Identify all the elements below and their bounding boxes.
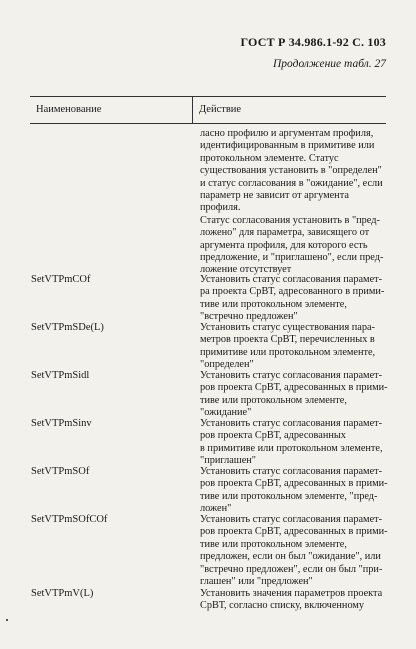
action-line: протокольном элементе. Статус: [200, 152, 339, 164]
row-name: SetVTPmCOf: [31, 274, 91, 285]
action-line: ра проекта СрВТ, адресованного в прими-: [200, 286, 385, 298]
column-header-name: Наименование: [36, 104, 102, 115]
column-header-action: Действие: [199, 104, 242, 115]
action-line: ласно профилю и аргументам профиля,: [200, 128, 374, 139]
action-line: "встречно предложен": [200, 311, 298, 323]
action-line: Установить статус согласования парамет-: [200, 514, 383, 525]
action-line: примитиве или протокольном элементе,: [200, 346, 376, 358]
action-line: Установить статус существования пара-: [200, 322, 375, 333]
action-line: ров проекта СрВТ, адресованных в прими-: [200, 478, 388, 490]
action-line: и статус согласования в "ожидание", если: [200, 177, 383, 189]
action-line: ров проекта СрВТ, адресованных: [200, 430, 346, 442]
action-line: ров проекта СрВТ, адресованных в прими-: [200, 526, 388, 538]
action-line: профиля.: [200, 202, 241, 214]
action-line: Установить статус согласования парамет-: [200, 370, 383, 381]
action-line: "встречно предложен", если он был "при-: [200, 563, 383, 575]
action-line: тиве или протокольном элементе,: [200, 394, 347, 406]
table-continuation-label: Продолжение табл. 27: [273, 58, 386, 70]
action-line: ложено" для параметра, зависящего от: [200, 227, 370, 239]
row-name: SetVTPmV(L): [31, 588, 94, 599]
action-line: Статус согласования установить в "пред-: [200, 214, 380, 226]
action-line: идентифицированным в примитиве или: [200, 140, 375, 152]
action-line: Установить статус согласования парамет-: [200, 274, 383, 285]
action-line: "ожидание": [200, 407, 252, 419]
action-line: метров проекта СрВТ, перечисленных в: [200, 334, 375, 346]
action-line: Установить статус согласования парамет-: [200, 466, 383, 477]
action-line: "определен": [200, 359, 254, 371]
table-top-rule: [30, 96, 386, 97]
row-name: SetVTPmSidl: [31, 370, 90, 381]
action-line: ложение отсутствует: [200, 264, 292, 276]
table-header-rule: [30, 123, 386, 124]
scan-mark: [6, 619, 8, 621]
action-line: "приглашен": [200, 455, 256, 467]
row-name: SetVTPmSDe(L): [31, 322, 104, 333]
action-line: ров проекта СрВТ, адресованных в прими-: [200, 382, 388, 394]
action-line: тиве или протокольном элементе,: [200, 298, 347, 310]
action-line: аргумента профиля, для которого есть: [200, 239, 368, 251]
action-line: ложен": [200, 503, 232, 515]
page-header: ГОСТ Р 34.986.1-92 С. 103: [240, 35, 386, 49]
action-line: тиве или протокольном элементе,: [200, 538, 347, 550]
action-line: предложение, и "приглашено", если пред-: [200, 251, 384, 263]
action-line: в примитиве или протокольном элементе,: [200, 442, 383, 454]
action-line: Установить значения параметров проекта: [200, 588, 383, 599]
row-name: SetVTPmSinv: [31, 418, 92, 429]
action-line: параметр не зависит от аргумента: [200, 189, 349, 201]
action-line: существования установить в "определен": [200, 165, 382, 177]
row-name: SetVTPmSOf: [31, 466, 90, 477]
action-line: тиве или протокольном элементе, "пред-: [200, 490, 378, 502]
action-line: предложен, если он был "ожидание", или: [200, 551, 381, 563]
action-line: глашен" или "предложен": [200, 575, 313, 587]
action-line: Установить статус согласования парамет-: [200, 418, 383, 429]
row-name: SetVTPmSOfCOf: [31, 514, 108, 525]
header-column-divider: [192, 96, 193, 123]
action-line: СрВТ, согласно списку, включенному: [200, 600, 365, 612]
